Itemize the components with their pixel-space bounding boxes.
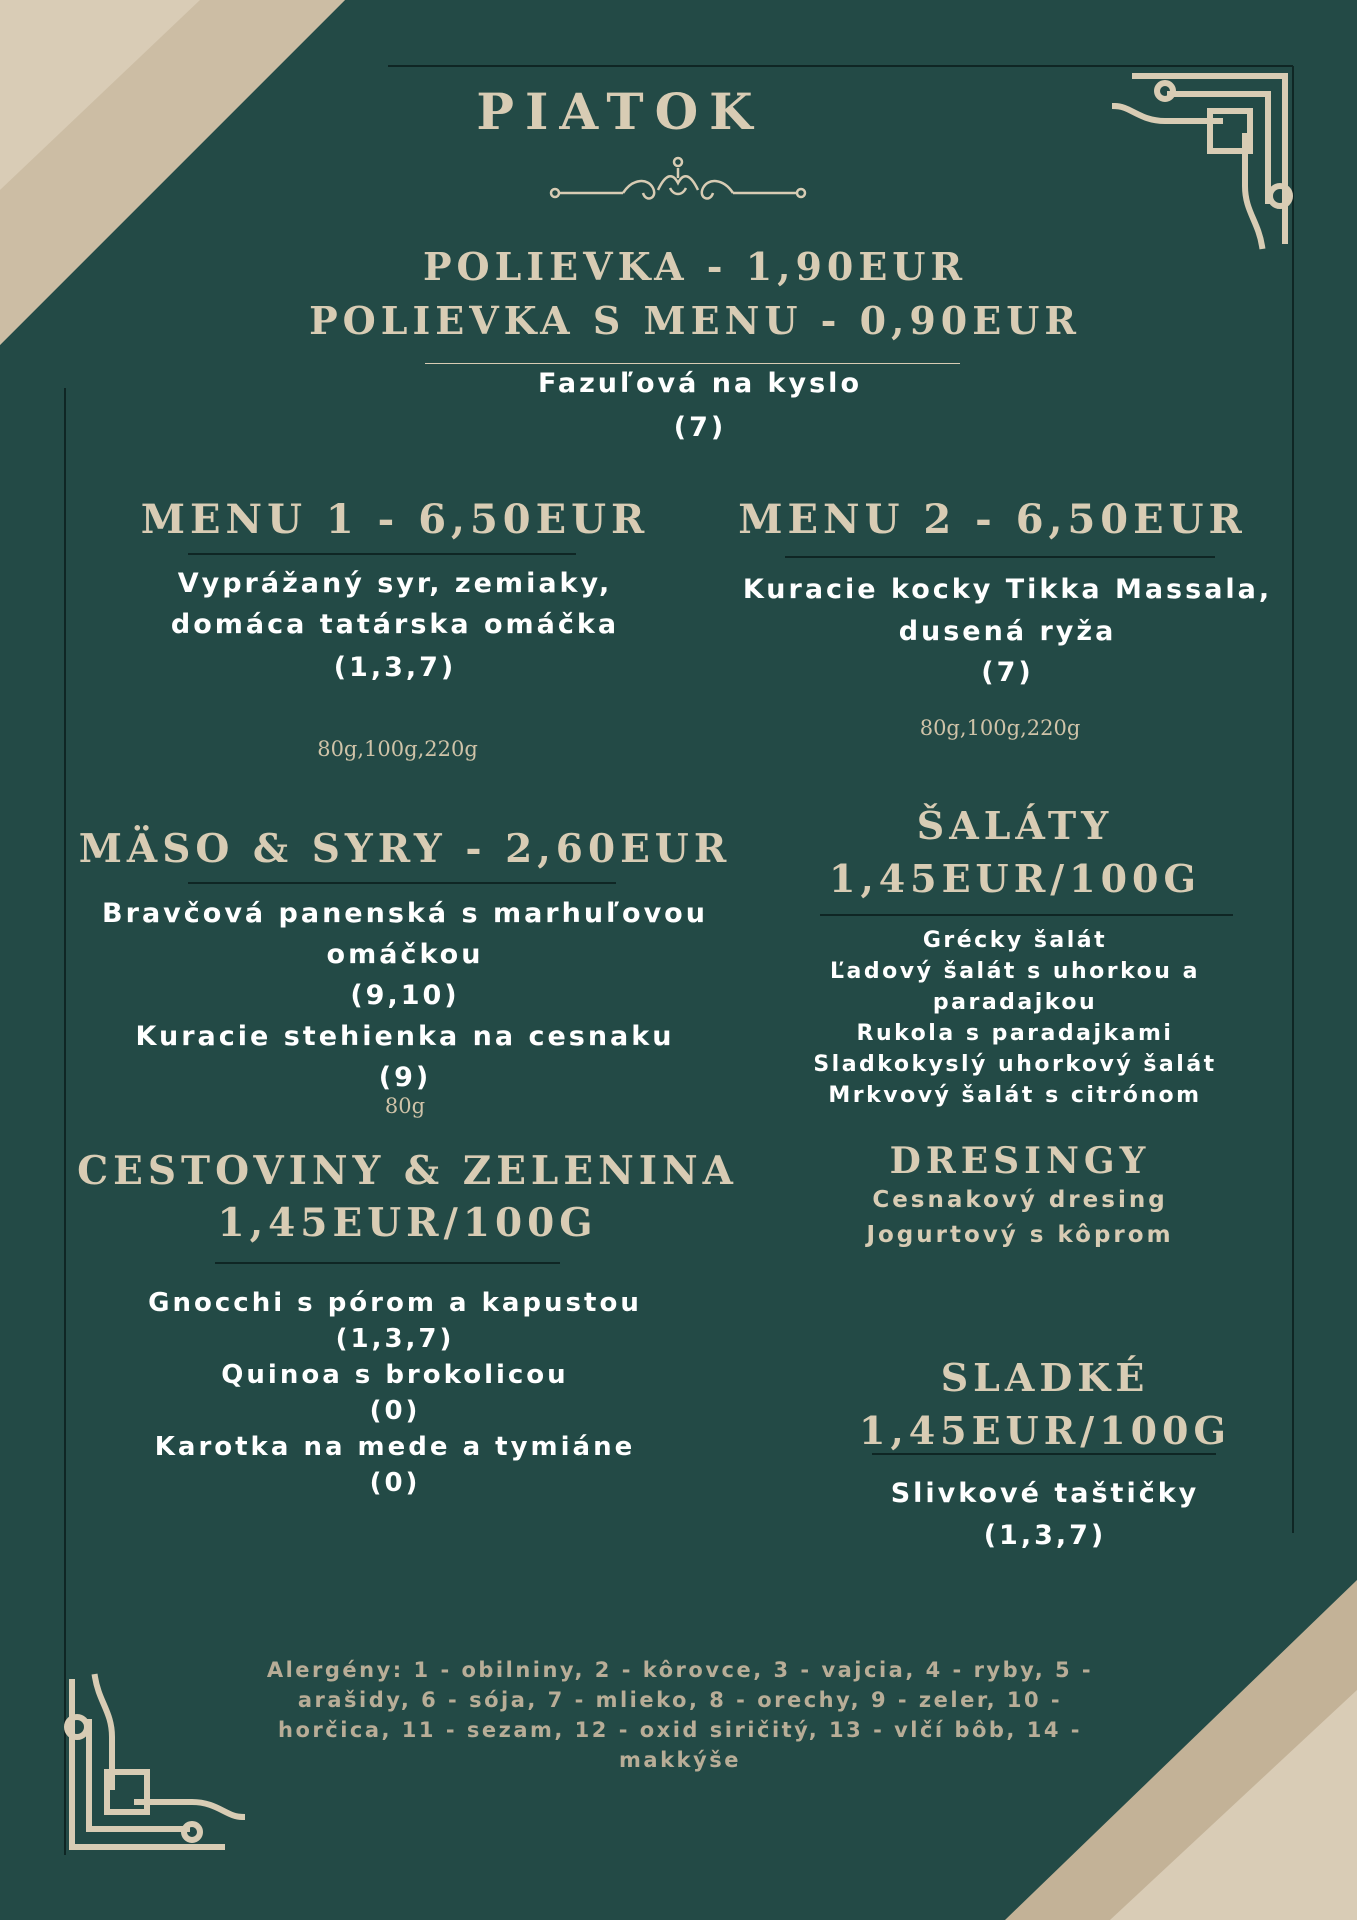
list-item: Sladkokyslý uhorkový šalát [813, 1052, 1217, 1077]
pasta-heading: CESTOVINY & ZELENINA [77, 1148, 738, 1194]
day-title: PIATOK [476, 82, 764, 141]
list-item: paradajkou [932, 990, 1098, 1015]
list-item: Gnocchi s pórom a kapustou [148, 1288, 642, 1318]
soup-allergens: (7) [673, 412, 727, 443]
menu1-allergens: (1,3,7) [333, 652, 457, 683]
pasta-price: 1,45EUR/100G [217, 1200, 598, 1246]
menu2-line1: Kuracie kocky Tikka Massala, [742, 574, 1273, 605]
meat-item1-line1: Bravčová panenská s marhuľovou [102, 898, 708, 929]
salads-price: 1,45EUR/100G [829, 856, 1201, 901]
allergen-note-line: Alergény: 1 - obilniny, 2 - kôrovce, 3 - vajcia, 4 - ryby, 5 - [266, 1658, 1094, 1682]
list-item: (0) [369, 1468, 421, 1498]
sweet-name: Slivkové taštičky [890, 1478, 1200, 1509]
menu2-line2: dusená ryža [898, 616, 1117, 647]
list-item: Ľadový šalát s uhorkou a [830, 959, 1200, 984]
list-item: Mrkvový šalát s citrónom [828, 1083, 1202, 1108]
meat-weight: 80g [384, 1094, 426, 1118]
menu1-weights: 80g,100g,220g [317, 737, 478, 761]
menu1-line1: Vyprážaný syr, zemiaky, [177, 568, 613, 599]
meat-item2: Kuracie stehienka na cesnaku [135, 1021, 675, 1052]
sweet-divider [872, 1453, 1216, 1455]
soup-heading-price: POLIEVKA - 1,90EUR [422, 244, 968, 289]
menu1-line2: domáca tatárska omáčka [170, 609, 620, 640]
dressing-item: Jogurtový s kôprom [866, 1222, 1174, 1248]
menu2-allergens: (7) [981, 657, 1034, 688]
menu1-heading: MENU 1 - 6,50EUR [140, 496, 650, 543]
menu1-divider [188, 553, 576, 555]
salads-divider [820, 914, 1233, 916]
meat-divider [188, 882, 616, 884]
allergen-note-line: makkýše [619, 1748, 741, 1772]
list-item: (0) [369, 1396, 421, 1426]
meat-item1-allergens: (9,10) [350, 980, 460, 1011]
list-item: (1,3,7) [335, 1324, 455, 1354]
meat-item2-allergens: (9) [378, 1062, 432, 1093]
meat-item1-line2: omáčkou [326, 939, 484, 970]
list-item: Grécky šalát [922, 928, 1108, 953]
list-item: Quinoa s brokolicou [221, 1360, 569, 1390]
soup-divider [425, 363, 960, 364]
menu2-divider [785, 556, 1215, 558]
menu2-heading: MENU 2 - 6,50EUR [738, 496, 1247, 543]
salads-list [770, 925, 1260, 1111]
dressing-item: Cesnakový dresing [872, 1187, 1168, 1213]
dressings-heading: DRESINGY [889, 1140, 1151, 1182]
list-item: Karotka na mede a tymiáne [154, 1432, 636, 1462]
corner-ornament-top-right-icon [1110, 66, 1295, 251]
sweet-allergens: (1,3,7) [983, 1520, 1107, 1551]
title-flourish-icon [548, 148, 808, 208]
pasta-list [60, 1285, 730, 1501]
soup-heading-menu-price: POLIEVKA S MENU - 0,90EUR [309, 298, 1081, 343]
sweet-price: 1,45EUR/100G [859, 1408, 1231, 1453]
list-item: Rukola s paradajkami [856, 1021, 1174, 1046]
allergen-note-line: horčica, 11 - sezam, 12 - oxid siričitý, 13 - vlčí bôb, 14 - [278, 1718, 1082, 1742]
sweet-heading: SLADKÉ [940, 1355, 1150, 1400]
allergen-note-line: arašidy, 6 - sója, 7 - mlieko, 8 - orechy, 9 - zeler, 10 - [297, 1688, 1063, 1712]
pasta-divider [215, 1262, 560, 1264]
meat-heading: MÄSO & SYRY - 2,60EUR [78, 826, 732, 872]
menu2-weights: 80g,100g,220g [919, 716, 1081, 740]
soup-name: Fazuľová na kyslo [537, 368, 862, 399]
salads-heading: ŠALÁTY [916, 803, 1114, 848]
allergen-note [200, 1655, 1160, 1775]
